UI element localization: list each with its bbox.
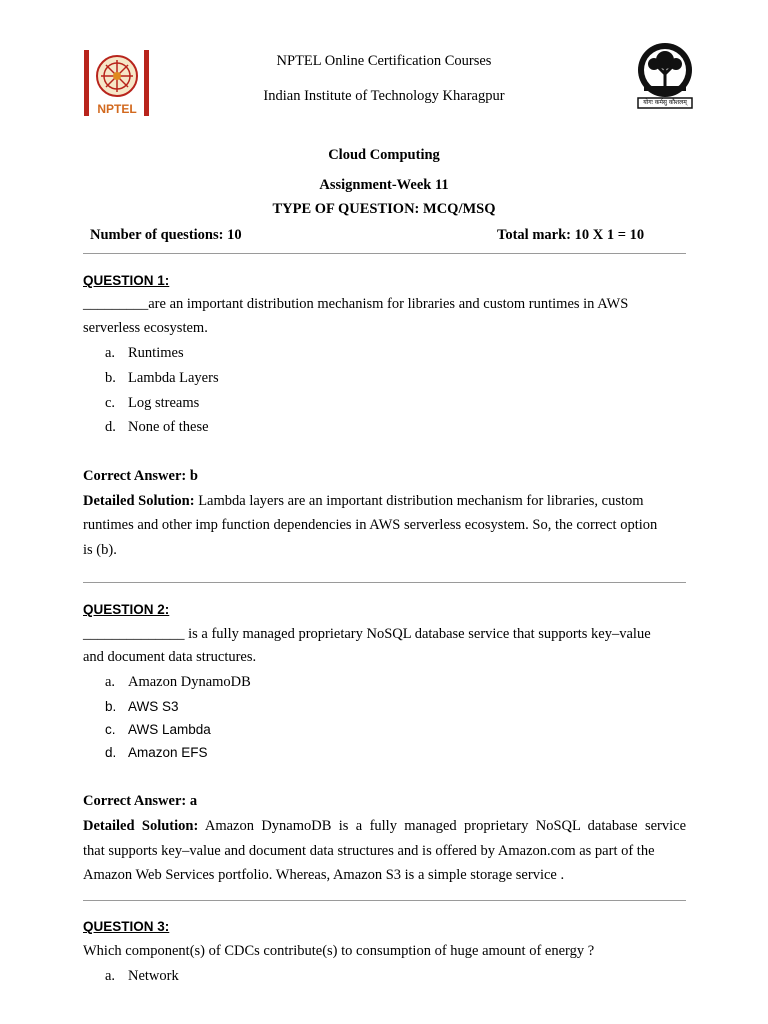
number-of-questions: Number of questions: 10 bbox=[90, 227, 242, 243]
divider bbox=[83, 253, 686, 254]
nptel-logo-text: NPTEL bbox=[97, 102, 137, 116]
course-title: Cloud Computing bbox=[328, 147, 440, 163]
question-2-option-d: d. Amazon EFS bbox=[105, 745, 208, 760]
iit-logo-motto: योगः कर्मसु कौशलम् bbox=[643, 99, 687, 106]
divider bbox=[83, 900, 686, 901]
question-1-option-b: b. Lambda Layers bbox=[105, 370, 219, 386]
question-3-option-a: a. Network bbox=[105, 968, 179, 984]
question-1-solution-line-1: Detailed Solution: Lambda layers are an important distribution mechanism for libraries, custom bbox=[83, 493, 644, 509]
question-2-solution-line-2: that supports key–value and document data structures and is offered by Amazon.com as part of the bbox=[83, 843, 655, 859]
question-type: TYPE OF QUESTION: MCQ/MSQ bbox=[272, 201, 496, 217]
question-2-solution-line-1: Detailed Solution: Amazon DynamoDB is a fully managed proprietary NoSQL database service bbox=[83, 818, 686, 834]
question-1-heading: QUESTION 1: bbox=[83, 273, 170, 288]
question-2-option-c: c. AWS Lambda bbox=[105, 722, 211, 737]
question-2-heading: QUESTION 2: bbox=[83, 602, 170, 617]
question-1-option-a: a. Runtimes bbox=[105, 345, 184, 361]
question-1-blank: _________ bbox=[83, 296, 149, 312]
question-3-text-line-1: Which component(s) of CDCs contribute(s) to consumption of huge amount of energy ? bbox=[83, 943, 595, 959]
question-1-solution-line-3: is (b). bbox=[83, 542, 117, 558]
question-1-text-line-1: _________are an important distribution mechanism for libraries and custom runtimes in AWS bbox=[83, 296, 629, 312]
question-2-text-line-2: and document data structures. bbox=[83, 649, 257, 665]
question-1-correct-answer: Correct Answer: b bbox=[83, 468, 198, 484]
question-2-option-a: a. Amazon DynamoDB bbox=[105, 674, 251, 690]
question-2-solution-line-3: Amazon Web Services portfolio. Whereas, Amazon S3 is a simple storage service . bbox=[83, 867, 565, 883]
question-2-correct-answer: Correct Answer: a bbox=[83, 793, 198, 809]
question-1-option-d: d. None of these bbox=[105, 419, 209, 435]
header-line-1: NPTEL Online Certification Courses bbox=[276, 53, 492, 69]
divider bbox=[83, 582, 686, 583]
question-2-option-b: b. AWS S3 bbox=[105, 699, 179, 714]
assignment-title: Assignment-Week 11 bbox=[319, 177, 449, 193]
question-3-heading: QUESTION 3: bbox=[83, 919, 170, 934]
question-1-option-c: c. Log streams bbox=[105, 395, 200, 411]
question-2-text-line-1: ______________ is a fully managed proprietary NoSQL database service that supports key–value bbox=[83, 626, 651, 642]
total-mark: Total mark: 10 X 1 = 10 bbox=[497, 227, 645, 243]
header-line-2: Indian Institute of Technology Kharagpur bbox=[263, 88, 505, 104]
question-1-solution-line-2: runtimes and other imp function dependencies in AWS serverless ecosystem. So, the correct option bbox=[83, 517, 658, 533]
question-2-blank: ______________ bbox=[83, 626, 185, 642]
question-1-text-line-2: serverless ecosystem. bbox=[83, 320, 208, 336]
